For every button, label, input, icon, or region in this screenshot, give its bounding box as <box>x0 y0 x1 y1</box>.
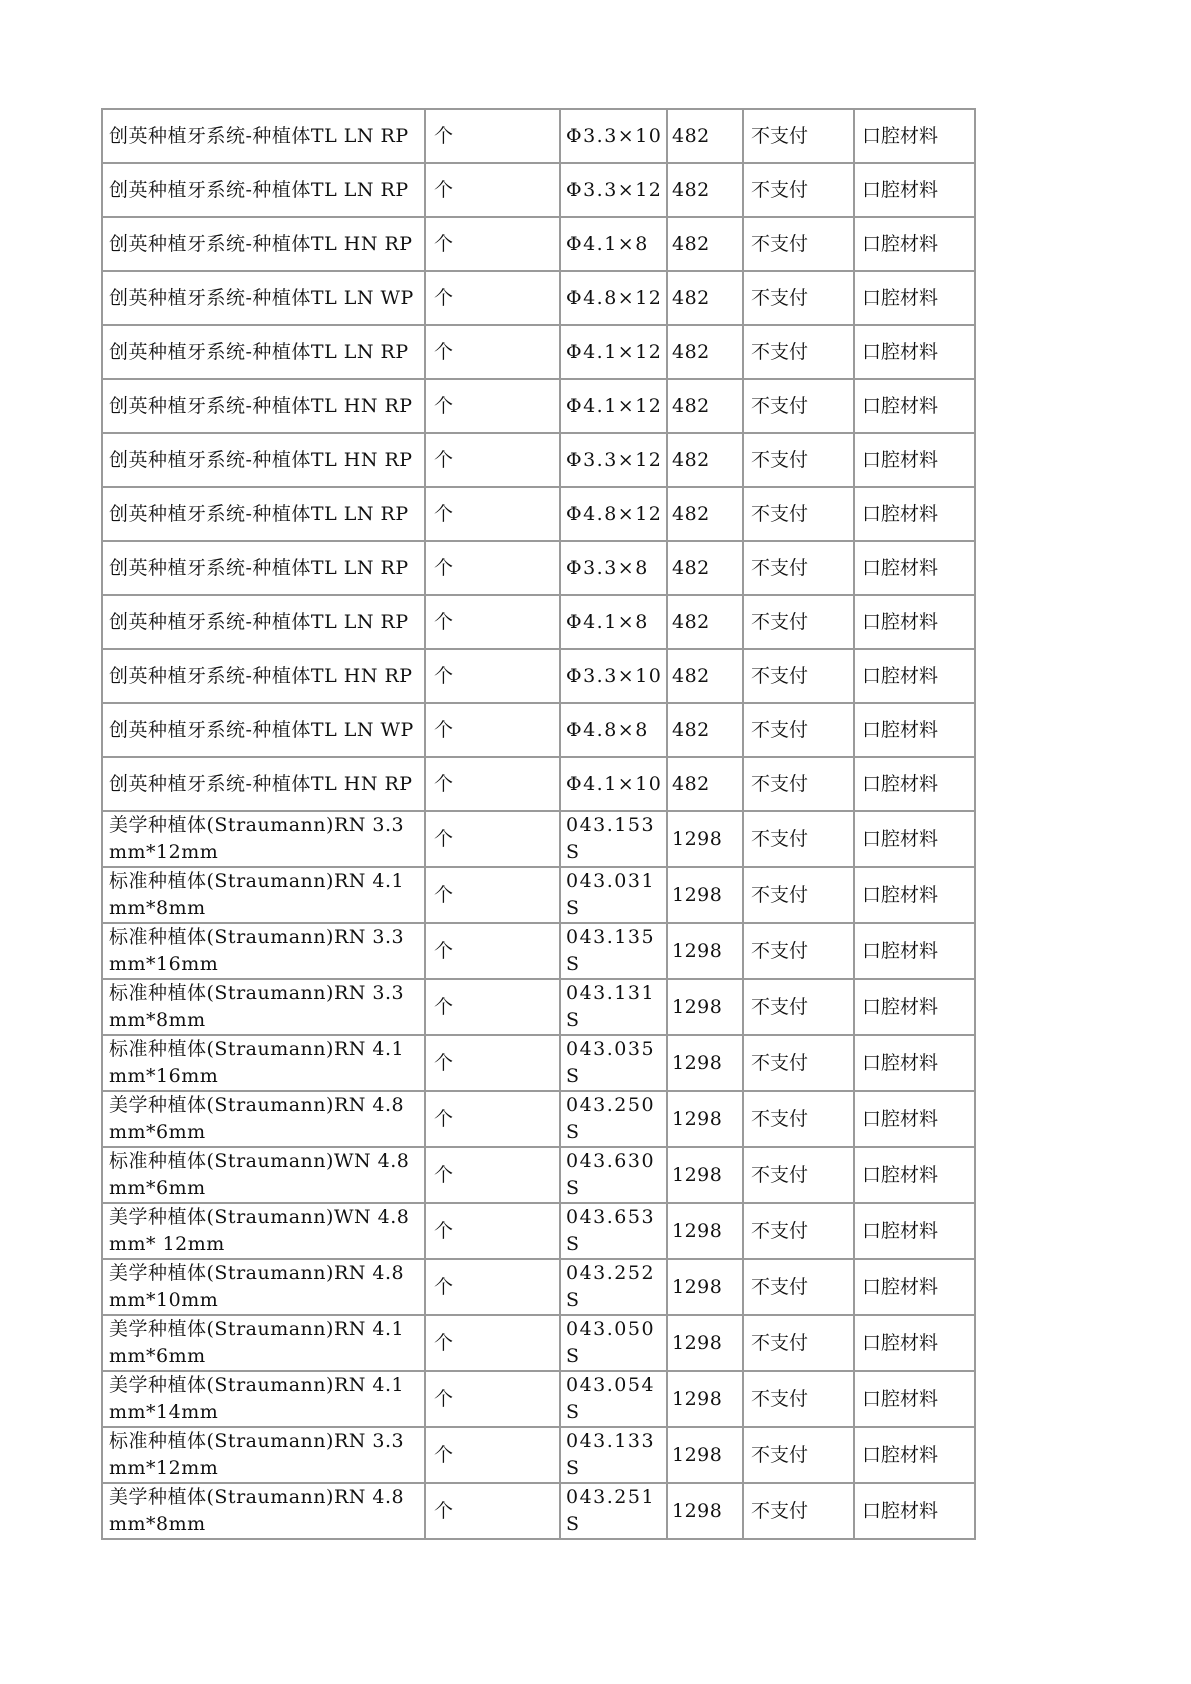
table-row <box>102 109 975 163</box>
table-row <box>102 379 975 433</box>
spec-cell: 043.131S <box>560 979 667 1035</box>
item-name-cell: 美学种植体(Straumann)RN 4.8mm*8mm <box>102 1483 425 1539</box>
category-cell: 口腔材料 <box>854 1483 975 1539</box>
item-name-cell: 创英种植牙系统-种植体TL HN RP <box>102 649 425 703</box>
item-name-cell: 标准种植体(Straumann)RN 3.3mm*12mm <box>102 1427 425 1483</box>
spec-cell: Φ4.1×8 <box>560 595 667 649</box>
table-row <box>102 595 975 649</box>
table-row <box>102 703 975 757</box>
unit-cell: 个 <box>425 703 560 757</box>
item-name-cell: 标准种植体(Straumann)RN 4.1mm*16mm <box>102 1035 425 1091</box>
category-cell: 口腔材料 <box>854 649 975 703</box>
price-cell: 482 <box>667 379 743 433</box>
price-cell: 1298 <box>667 1259 743 1315</box>
payment-cell: 不支付 <box>743 595 854 649</box>
unit-cell: 个 <box>425 595 560 649</box>
category-cell: 口腔材料 <box>854 379 975 433</box>
unit-cell: 个 <box>425 1483 560 1539</box>
table-row <box>102 979 975 1035</box>
category-cell: 口腔材料 <box>854 433 975 487</box>
table-body <box>102 109 975 1539</box>
price-cell: 482 <box>667 541 743 595</box>
table-row <box>102 649 975 703</box>
price-cell: 482 <box>667 271 743 325</box>
unit-cell: 个 <box>425 979 560 1035</box>
payment-cell: 不支付 <box>743 1091 854 1147</box>
category-cell: 口腔材料 <box>854 1371 975 1427</box>
payment-cell: 不支付 <box>743 433 854 487</box>
item-name-cell: 标准种植体(Straumann)WN 4.8mm*6mm <box>102 1147 425 1203</box>
price-cell: 1298 <box>667 923 743 979</box>
unit-cell: 个 <box>425 649 560 703</box>
category-cell: 口腔材料 <box>854 541 975 595</box>
price-cell: 482 <box>667 595 743 649</box>
spec-cell: Φ3.3×8 <box>560 541 667 595</box>
unit-cell: 个 <box>425 1147 560 1203</box>
table-row <box>102 271 975 325</box>
item-name-cell: 美学种植体(Straumann)RN 4.1mm*6mm <box>102 1315 425 1371</box>
unit-cell: 个 <box>425 109 560 163</box>
spec-cell: 043.035S <box>560 1035 667 1091</box>
payment-cell: 不支付 <box>743 649 854 703</box>
price-cell: 482 <box>667 433 743 487</box>
spec-cell: 043.250S <box>560 1091 667 1147</box>
spec-cell: 043.133S <box>560 1427 667 1483</box>
item-name-cell: 标准种植体(Straumann)RN 3.3mm*16mm <box>102 923 425 979</box>
price-cell: 482 <box>667 487 743 541</box>
category-cell: 口腔材料 <box>854 703 975 757</box>
spec-cell: 043.135S <box>560 923 667 979</box>
category-cell: 口腔材料 <box>854 163 975 217</box>
table-row <box>102 867 975 923</box>
table-row <box>102 1427 975 1483</box>
unit-cell: 个 <box>425 1091 560 1147</box>
spec-cell: 043.050S <box>560 1315 667 1371</box>
spec-cell: 043.251S <box>560 1483 667 1539</box>
item-name-cell: 创英种植牙系统-种植体TL LN RP <box>102 163 425 217</box>
price-cell: 1298 <box>667 1091 743 1147</box>
category-cell: 口腔材料 <box>854 1203 975 1259</box>
item-name-cell: 创英种植牙系统-种植体TL HN RP <box>102 433 425 487</box>
payment-cell: 不支付 <box>743 487 854 541</box>
unit-cell: 个 <box>425 1259 560 1315</box>
price-cell: 1298 <box>667 1315 743 1371</box>
table-row <box>102 1091 975 1147</box>
table-row <box>102 487 975 541</box>
price-cell: 1298 <box>667 1035 743 1091</box>
price-cell: 482 <box>667 757 743 811</box>
unit-cell: 个 <box>425 923 560 979</box>
spec-cell: Φ4.1×10 <box>560 757 667 811</box>
price-cell: 1298 <box>667 1483 743 1539</box>
payment-cell: 不支付 <box>743 1147 854 1203</box>
category-cell: 口腔材料 <box>854 217 975 271</box>
category-cell: 口腔材料 <box>854 595 975 649</box>
price-cell: 482 <box>667 703 743 757</box>
category-cell: 口腔材料 <box>854 811 975 867</box>
price-cell: 482 <box>667 649 743 703</box>
table-row <box>102 325 975 379</box>
unit-cell: 个 <box>425 867 560 923</box>
spec-cell: 043.054S <box>560 1371 667 1427</box>
payment-cell: 不支付 <box>743 541 854 595</box>
category-cell: 口腔材料 <box>854 1315 975 1371</box>
price-cell: 482 <box>667 325 743 379</box>
category-cell: 口腔材料 <box>854 109 975 163</box>
payment-cell: 不支付 <box>743 1035 854 1091</box>
payment-cell: 不支付 <box>743 867 854 923</box>
price-cell: 1298 <box>667 1427 743 1483</box>
item-name-cell: 创英种植牙系统-种植体TL LN RP <box>102 541 425 595</box>
category-cell: 口腔材料 <box>854 1091 975 1147</box>
price-cell: 482 <box>667 109 743 163</box>
price-cell: 482 <box>667 217 743 271</box>
unit-cell: 个 <box>425 1371 560 1427</box>
unit-cell: 个 <box>425 1203 560 1259</box>
unit-cell: 个 <box>425 541 560 595</box>
price-cell: 482 <box>667 163 743 217</box>
table-row <box>102 541 975 595</box>
item-name-cell: 美学种植体(Straumann)WN 4.8mm* 12mm <box>102 1203 425 1259</box>
unit-cell: 个 <box>425 1035 560 1091</box>
spec-cell: 043.653S <box>560 1203 667 1259</box>
spec-cell: 043.153S <box>560 811 667 867</box>
payment-cell: 不支付 <box>743 271 854 325</box>
category-cell: 口腔材料 <box>854 979 975 1035</box>
payment-cell: 不支付 <box>743 379 854 433</box>
spec-cell: Φ3.3×10 <box>560 649 667 703</box>
table-row <box>102 811 975 867</box>
category-cell: 口腔材料 <box>854 271 975 325</box>
item-name-cell: 创英种植牙系统-种植体TL HN RP <box>102 757 425 811</box>
price-table <box>101 108 976 1540</box>
category-cell: 口腔材料 <box>854 757 975 811</box>
unit-cell: 个 <box>425 1427 560 1483</box>
spec-cell: Φ3.3×12 <box>560 433 667 487</box>
spec-cell: Φ3.3×12 <box>560 163 667 217</box>
category-cell: 口腔材料 <box>854 1259 975 1315</box>
category-cell: 口腔材料 <box>854 923 975 979</box>
item-name-cell: 美学种植体(Straumann)RN 4.8mm*6mm <box>102 1091 425 1147</box>
table-row <box>102 433 975 487</box>
table-row <box>102 163 975 217</box>
payment-cell: 不支付 <box>743 1483 854 1539</box>
payment-cell: 不支付 <box>743 217 854 271</box>
unit-cell: 个 <box>425 325 560 379</box>
unit-cell: 个 <box>425 487 560 541</box>
item-name-cell: 创英种植牙系统-种植体TL HN RP <box>102 217 425 271</box>
payment-cell: 不支付 <box>743 325 854 379</box>
spec-cell: Φ4.8×12 <box>560 487 667 541</box>
payment-cell: 不支付 <box>743 979 854 1035</box>
price-cell: 1298 <box>667 1147 743 1203</box>
spec-cell: Φ4.1×12 <box>560 379 667 433</box>
table-row <box>102 1483 975 1539</box>
unit-cell: 个 <box>425 217 560 271</box>
item-name-cell: 美学种植体(Straumann)RN 3.3mm*12mm <box>102 811 425 867</box>
price-cell: 1298 <box>667 867 743 923</box>
payment-cell: 不支付 <box>743 923 854 979</box>
payment-cell: 不支付 <box>743 1371 854 1427</box>
item-name-cell: 创英种植牙系统-种植体TL LN RP <box>102 109 425 163</box>
item-name-cell: 美学种植体(Straumann)RN 4.1mm*14mm <box>102 1371 425 1427</box>
item-name-cell: 创英种植牙系统-种植体TL LN RP <box>102 487 425 541</box>
table-row <box>102 1371 975 1427</box>
item-name-cell: 创英种植牙系统-种植体TL LN WP <box>102 271 425 325</box>
table-row <box>102 217 975 271</box>
price-cell: 1298 <box>667 979 743 1035</box>
item-name-cell: 标准种植体(Straumann)RN 3.3mm*8mm <box>102 979 425 1035</box>
payment-cell: 不支付 <box>743 1315 854 1371</box>
spec-cell: 043.031S <box>560 867 667 923</box>
category-cell: 口腔材料 <box>854 1427 975 1483</box>
unit-cell: 个 <box>425 811 560 867</box>
unit-cell: 个 <box>425 433 560 487</box>
price-cell: 1298 <box>667 1203 743 1259</box>
unit-cell: 个 <box>425 1315 560 1371</box>
category-cell: 口腔材料 <box>854 867 975 923</box>
item-name-cell: 美学种植体(Straumann)RN 4.8mm*10mm <box>102 1259 425 1315</box>
payment-cell: 不支付 <box>743 757 854 811</box>
payment-cell: 不支付 <box>743 1259 854 1315</box>
price-cell: 1298 <box>667 811 743 867</box>
item-name-cell: 创英种植牙系统-种植体TL LN RP <box>102 595 425 649</box>
category-cell: 口腔材料 <box>854 325 975 379</box>
table-row <box>102 1035 975 1091</box>
spec-cell: 043.630S <box>560 1147 667 1203</box>
spec-cell: 043.252S <box>560 1259 667 1315</box>
table-row <box>102 923 975 979</box>
unit-cell: 个 <box>425 271 560 325</box>
category-cell: 口腔材料 <box>854 1147 975 1203</box>
spec-cell: Φ3.3×10 <box>560 109 667 163</box>
spec-cell: Φ4.1×12 <box>560 325 667 379</box>
payment-cell: 不支付 <box>743 109 854 163</box>
unit-cell: 个 <box>425 757 560 811</box>
payment-cell: 不支付 <box>743 163 854 217</box>
payment-cell: 不支付 <box>743 1427 854 1483</box>
item-name-cell: 创英种植牙系统-种植体TL LN WP <box>102 703 425 757</box>
payment-cell: 不支付 <box>743 703 854 757</box>
table-row <box>102 1147 975 1203</box>
category-cell: 口腔材料 <box>854 487 975 541</box>
price-cell: 1298 <box>667 1371 743 1427</box>
table-row <box>102 1203 975 1259</box>
unit-cell: 个 <box>425 163 560 217</box>
item-name-cell: 标准种植体(Straumann)RN 4.1mm*8mm <box>102 867 425 923</box>
table-row <box>102 757 975 811</box>
payment-cell: 不支付 <box>743 811 854 867</box>
item-name-cell: 创英种植牙系统-种植体TL HN RP <box>102 379 425 433</box>
spec-cell: Φ4.1×8 <box>560 217 667 271</box>
table-row <box>102 1259 975 1315</box>
unit-cell: 个 <box>425 379 560 433</box>
spec-cell: Φ4.8×12 <box>560 271 667 325</box>
spec-cell: Φ4.8×8 <box>560 703 667 757</box>
item-name-cell: 创英种植牙系统-种植体TL LN RP <box>102 325 425 379</box>
table-row <box>102 1315 975 1371</box>
category-cell: 口腔材料 <box>854 1035 975 1091</box>
payment-cell: 不支付 <box>743 1203 854 1259</box>
